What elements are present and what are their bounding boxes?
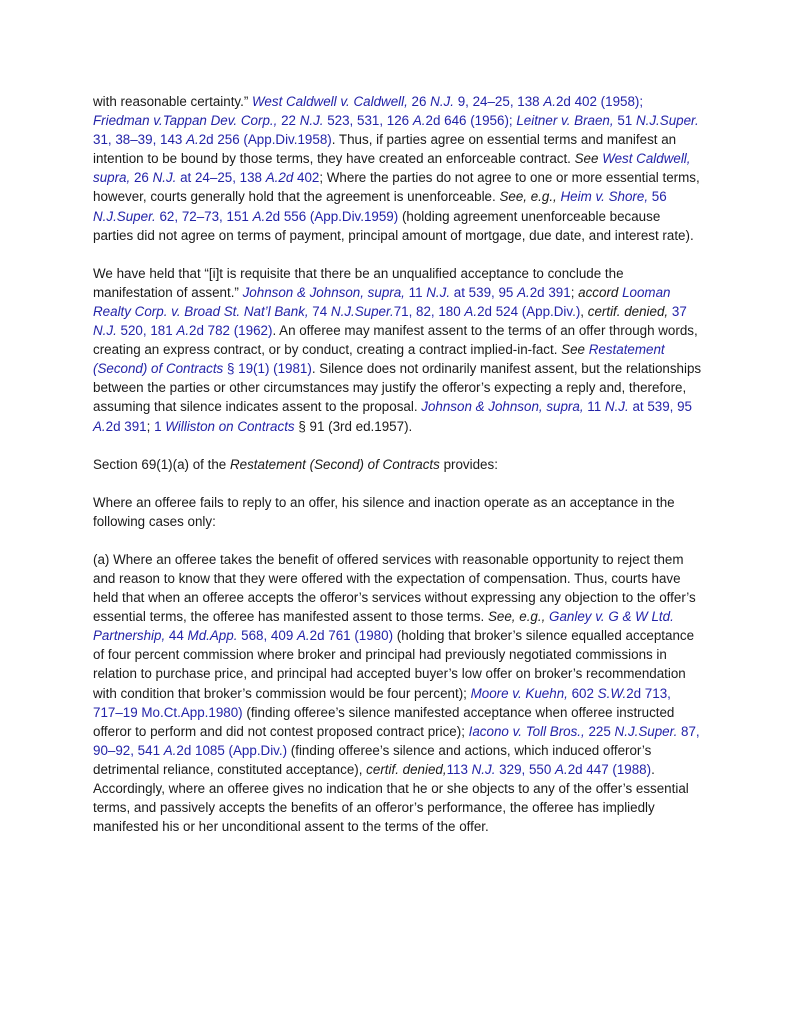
citation-link[interactable]: 2d 713, 717–19 Mo.Ct.App.1980)	[93, 685, 671, 720]
citation-link[interactable]: 2d 556 (App.Div.1959)	[265, 208, 399, 224]
citation-link[interactable]: Restatement (Second) of Contracts	[93, 342, 665, 377]
citation-link[interactable]: 402	[293, 170, 320, 186]
citation-link[interactable]: 2d 391	[105, 418, 147, 434]
citation-link[interactable]: 2d 447 (1988)	[567, 761, 652, 777]
citation-link[interactable]: A.	[93, 418, 106, 434]
citation-link[interactable]: 37	[671, 303, 687, 319]
citation-link[interactable]: 2d 256 (App.Div.1958)	[198, 132, 332, 148]
citation-link[interactable]: 74	[308, 303, 331, 319]
document-body	[93, 92, 703, 855]
citation-link[interactable]: 2d 391	[529, 284, 571, 300]
citation-link[interactable]: Leitner v. Braen,	[516, 113, 614, 129]
body-text: Where an offeree fails to reply to an offer, his silence and inaction operate as an acceptance in the following cases only:	[93, 494, 675, 529]
citation-link[interactable]: A.	[163, 742, 177, 758]
citation-link[interactable]: N.J.	[299, 113, 324, 129]
citation-link[interactable]: A.	[176, 323, 190, 339]
body-text: See, e.g.,	[487, 609, 546, 625]
citation-link[interactable]: 2d 782 (1962)	[189, 323, 273, 339]
citation-link[interactable]: 62, 72–73, 151	[155, 208, 253, 224]
citation-link[interactable]: 2d 761 (1980)	[309, 628, 394, 644]
citation-link[interactable]: A.	[464, 303, 478, 319]
body-text: Section 69(1)(a) of the	[93, 456, 230, 472]
citation-link[interactable]: N.J.	[471, 761, 496, 777]
citation-link[interactable]: 520, 181	[116, 323, 177, 339]
citation-link[interactable]: A.	[186, 132, 199, 148]
citation-link[interactable]: Johnson & Johnson, supra,	[421, 399, 584, 415]
paragraph-offered-services	[93, 550, 703, 836]
body-text: See	[574, 151, 599, 167]
body-text: We have held that “[i]t is requisite that there be an unqualified acceptance to conclude the manifestation of assent.”	[93, 265, 624, 300]
citation-link[interactable]: 523, 531, 126	[323, 113, 413, 129]
body-text: See, e.g.,	[499, 189, 557, 205]
citation-link[interactable]: at 539, 95	[628, 399, 693, 415]
citation-link[interactable]: Heim v. Shore,	[560, 189, 649, 205]
citation-link[interactable]: N.J.	[152, 170, 177, 186]
citation-link[interactable]: Friedman v.Tappan Dev. Corp.,	[93, 113, 278, 129]
citation-link[interactable]: N.J.Super.	[93, 208, 156, 224]
citation-link[interactable]: 26	[130, 170, 153, 186]
body-text: (finding offeree’s silence manifested acceptance when offeree instructed offeror to perform and did not contest proposed contract price);	[93, 704, 675, 739]
citation-link[interactable]: S.W.	[597, 685, 627, 701]
citation-link[interactable]: 31, 38–39, 143	[93, 132, 187, 148]
citation-link[interactable]: 2d 402 (1958);	[555, 94, 644, 109]
citation-link[interactable]: 51	[613, 113, 636, 129]
citation-link[interactable]: 329, 550	[495, 761, 556, 777]
citation-link[interactable]: at 24–25, 138	[176, 170, 266, 186]
citation-link[interactable]: A.	[543, 94, 556, 109]
body-text: ,	[580, 303, 588, 319]
citation-link[interactable]: N.J.Super.	[635, 113, 699, 129]
body-text: § 91 (3rd ed.1957).	[294, 418, 413, 434]
citation-link[interactable]: A.	[252, 208, 266, 224]
citation-link[interactable]: N.J.Super.	[614, 723, 678, 739]
citation-link[interactable]: 225	[584, 723, 615, 739]
citation-link[interactable]: West Caldwell v. Caldwell,	[252, 94, 408, 109]
body-text: provides:	[439, 456, 498, 472]
citation-link[interactable]: 1	[154, 418, 166, 434]
citation-link[interactable]: 71, 82, 180	[393, 303, 465, 319]
citation-link[interactable]: 2d 524 (App.Div.)	[477, 303, 581, 319]
paragraph-silence-rule	[93, 493, 703, 531]
body-text: . Thus, if parties agree on essential terms and manifest an intention to be bound by those terms, they have created an enforceable contract.	[93, 132, 677, 167]
citation-link[interactable]: N.J.	[604, 399, 629, 415]
citation-link[interactable]: 9, 24–25, 138	[453, 94, 544, 109]
citation-link[interactable]: 22	[277, 113, 300, 129]
citation-link[interactable]: A.2d	[265, 170, 294, 186]
paragraph-restatement-section	[93, 455, 703, 474]
citation-link[interactable]: 87, 90–92, 541	[93, 723, 700, 758]
paragraph-unqualified-acceptance	[93, 264, 703, 436]
citation-link[interactable]: 602	[567, 685, 598, 701]
citation-link[interactable]: A.	[555, 761, 568, 777]
body-text: . An offeree may manifest assent to the terms of an offer through words, creating an express contract, or by conduct, creating a contract implied-in-fact.	[93, 323, 698, 358]
citation-link[interactable]: 2d 646 (1956);	[425, 113, 517, 129]
body-text: (a) Where an offeree takes the benefit of offered services with reasonable opportunity to reject them and reason to know that they were offered with the expectation of compensation. Thus, courts have held that when an offeree accepts the offeror’s services without expressing any objection to the offer’s essential terms, the offeree has manifested assent to those terms.	[93, 551, 696, 625]
body-text: with reasonable certainty.”	[93, 94, 253, 109]
citation-link[interactable]: A.	[412, 113, 426, 129]
body-text: ; Where the parties do not agree to one or more essential terms, however, courts generally hold that the agreement is unenforceable.	[93, 170, 700, 205]
citation-link[interactable]: N.J.	[426, 284, 451, 300]
body-text: (holding that broker’s silence equalled acceptance of four percent commission where broker and principal had previously negotiated commissions in relation to purchase price, and principal had accepted buyer’s low offer on broker’s recommendation with condition that broker’s commission would be four percent);	[93, 628, 695, 701]
citation-link[interactable]: Looman Realty Corp. v. Broad St. Nat’l Bank,	[93, 284, 671, 319]
body-text: (finding offeree’s silence and actions, which induced offeror’s detrimental reliance, constituted acceptance),	[93, 742, 652, 777]
citation-link[interactable]: A.	[297, 628, 310, 644]
citation-link[interactable]: 113	[446, 761, 472, 777]
body-text: certif. denied,	[366, 761, 447, 777]
citation-link[interactable]: 56	[648, 189, 667, 205]
citation-link[interactable]: 26	[407, 94, 431, 109]
body-text: . Silence does not ordinarily manifest assent, but the relationships between the parties or other circumstances may justify the offeror’s expecting a reply and, therefore, assuming that silence indicates assent to the proposal.	[93, 361, 702, 415]
citation-link[interactable]: N.J.Super.	[330, 303, 394, 319]
citation-link[interactable]: 11	[583, 399, 605, 415]
citation-link[interactable]: 44	[165, 628, 188, 644]
citation-link[interactable]: § 19(1) (1981)	[223, 361, 312, 377]
citation-link[interactable]: 2d 1085 (App.Div.)	[176, 742, 288, 758]
citation-link[interactable]: Iacono v. Toll Bros.,	[468, 723, 585, 739]
citation-link[interactable]: 11	[404, 284, 427, 300]
citation-link[interactable]: N.J.	[93, 323, 117, 339]
citation-link[interactable]: N.J.	[430, 94, 454, 109]
body-text: . Accordingly, where an offeree gives no indication that he or she objects to any of the offer’s essential terms, and passively accepts the benefits of an offeror’s performance, the offeree has impliedly manifested his or her unconditional assent to the terms of the offer.	[93, 761, 689, 835]
body-text: See	[561, 342, 585, 358]
body-text: ;	[570, 284, 579, 300]
body-text: (holding agreement unenforceable because parties did not agree on terms of payment, principal amount of mortgage, due date, and interest rate).	[93, 208, 694, 243]
body-text: Restatement (Second) of Contracts	[229, 456, 440, 472]
body-text: accord	[578, 284, 619, 300]
paragraph-contract-formation	[93, 92, 703, 245]
citation-link[interactable]: Moore v. Kuehn,	[470, 685, 568, 701]
citation-link[interactable]: at 539, 95	[450, 284, 518, 300]
citation-link[interactable]: Md.App.	[187, 628, 238, 644]
body-text: ;	[146, 418, 155, 434]
citation-link[interactable]: 568, 409	[237, 628, 297, 644]
body-text: certif. denied,	[587, 303, 669, 319]
citation-link[interactable]: West Caldwell, supra,	[93, 151, 691, 186]
citation-link[interactable]: Williston on Contracts	[165, 418, 295, 434]
citation-link[interactable]: Johnson & Johnson, supra,	[242, 284, 405, 300]
citation-link[interactable]: Ganley v. G & W Ltd. Partnership,	[93, 609, 674, 644]
citation-link[interactable]: A.	[517, 284, 530, 300]
